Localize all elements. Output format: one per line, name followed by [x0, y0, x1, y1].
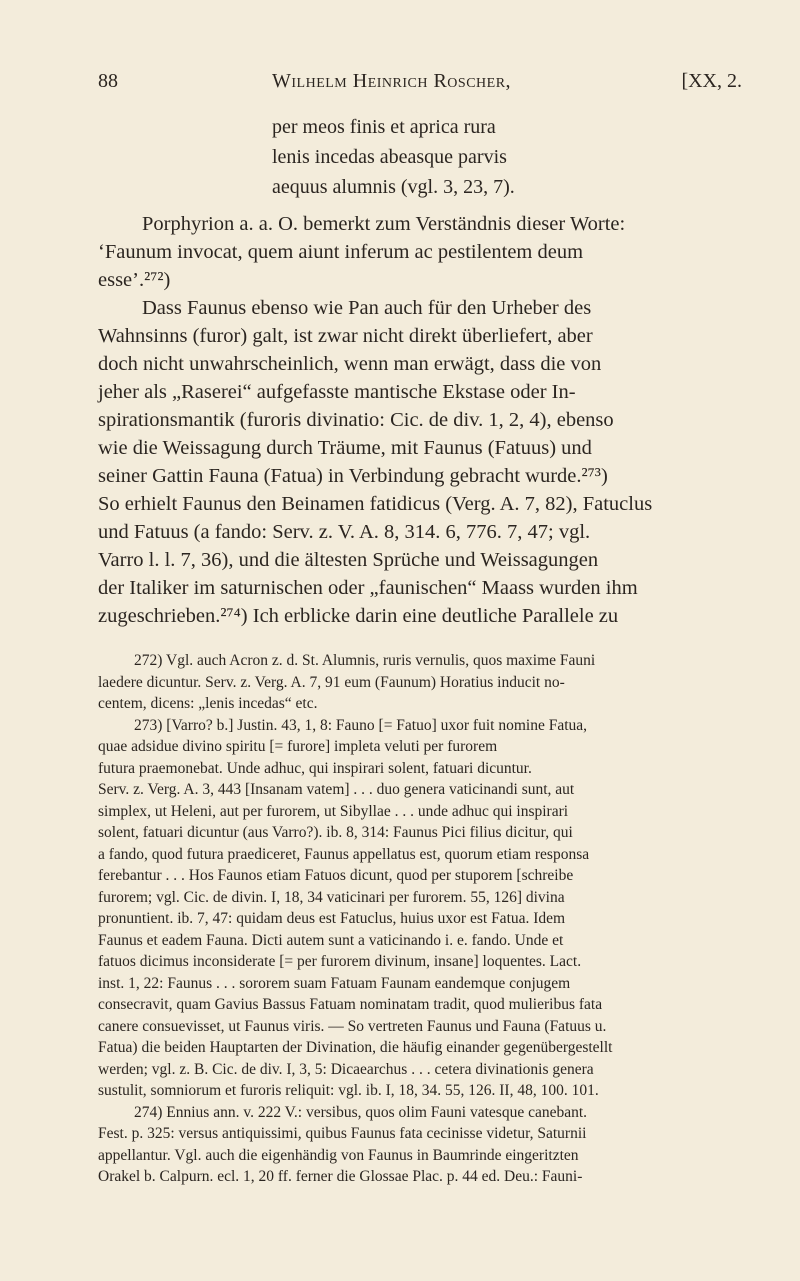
- footnote-line: laedere dicuntur. Serv. z. Verg. A. 7, 91 eum (Faunum) Horatius inducit no-: [98, 673, 565, 691]
- footnote-line: 274) Ennius ann. v. 222 V.: versibus, quos olim Fauni vatesque canebant.: [134, 1103, 588, 1121]
- footnote-line: Orakel b. Calpurn. ecl. 1, 20 ff. ferner die Glossae Plac. p. 44 ed. Deu.: Fauni-: [98, 1168, 583, 1185]
- verse-quotation: [272, 112, 515, 202]
- footnote-line: simplex, ut Heleni, aut per furorem, ut Sibyllae . . . unde adhuc qui inspirari: [98, 802, 569, 820]
- text-line: doch nicht unwahrscheinlich, wenn man erwägt, dass die von: [98, 353, 602, 375]
- footnote-line: fatuos dicimus inconsiderate [= per furorem divinum, insane] loquentes. Lact.: [98, 953, 582, 970]
- text-line: seiner Gattin Fauna (Fatua) in Verbindung gebracht wurde.²⁷³): [98, 465, 608, 487]
- page-header: [98, 70, 742, 100]
- text-line: wie die Weissagung durch Träume, mit Faunus (Fatuus) und: [98, 437, 592, 459]
- footnote-line: futura praemonebat. Unde adhuc, qui inspirari solent, fatuari dicuntur.: [98, 759, 532, 777]
- footnote-line: canere consuevisset, ut Faunus viris. — So vertreten Faunus und Fauna (Fatuus u.: [98, 1017, 607, 1035]
- footnote-line: appellantur. Vgl. auch die eigenhändig von Faunus in Baumrinde eingeritzten: [98, 1146, 579, 1164]
- running-head: Wilhelm Heinrich Roscher,: [272, 70, 512, 92]
- footnote-line: furorem; vgl. Cic. de divin. I, 18, 34 vaticinari per furorem. 55, 126] divina: [98, 888, 565, 906]
- footnote-line: 273) [Varro? b.] Justin. 43, 1, 8: Fauno [= Fatuo] uxor fuit nomine Fatua,: [134, 716, 588, 734]
- verse-line: aequus alumnis (vgl. 3, 23, 7).: [272, 176, 515, 198]
- text-line: ‘Faunum invocat, quem aiunt inferum ac pestilentem deum: [98, 241, 584, 263]
- footnotes: [98, 650, 738, 1188]
- footnote-line: consecravit, quam Gavius Bassus Fatuam nominatam tradit, quod mulieribus fata: [98, 996, 603, 1013]
- footnote-line: sustulit, somniorum et furoris reliquit: vgl. ib. I, 18, 34. 55, 126. II, 48, 100. 101.: [98, 1082, 599, 1099]
- page-number: 88: [98, 70, 118, 92]
- text-line: Wahnsinns (furor) galt, ist zwar nicht direkt überliefert, aber: [98, 325, 593, 347]
- footnote-line: inst. 1, 22: Faunus . . . sororem suam Fatuam Faunam eandemque conjugem: [98, 974, 571, 992]
- text-line: jeher als „Raserei“ aufgefasste mantische Ekstase oder In-: [98, 381, 576, 403]
- text-line: So erhielt Faunus den Beinamen fatidicus (Verg. A. 7, 82), Fatuclus: [98, 493, 653, 515]
- text-line: Porphyrion a. a. O. bemerkt zum Verständnis dieser Worte:: [142, 213, 626, 235]
- footnote-line: solent, fatuari dicuntur (aus Varro?). ib. 8, 314: Faunus Pici filius dicitur, qui: [98, 824, 573, 841]
- footnote-line: ferebantur . . . Hos Faunos etiam Fatuos dicunt, quod per stuporem [schreibe: [98, 867, 574, 884]
- footnote-line: Fest. p. 325: versus antiquissimi, quibus Faunus fata cecinisse videtur, Saturnii: [98, 1125, 587, 1142]
- footnote-line: Serv. z. Verg. A. 3, 443 [Insanam vatem] . . . duo genera vaticinandi sunt, aut: [98, 781, 575, 798]
- verse-line: lenis incedas abeasque parvis: [272, 146, 507, 168]
- footnote-line: Fatua) die beiden Hauptarten der Divination, die häufig einander gegenübergestellt: [98, 1039, 613, 1056]
- footnote-line: quae adsidue divino spiritu [= furore] impleta veluti per furorem: [98, 738, 498, 755]
- text-line: Dass Faunus ebenso wie Pan auch für den Urheber des: [142, 297, 592, 319]
- footnote-line: werden; vgl. z. B. Cic. de div. I, 3, 5: Dicaearchus . . . cetera divinationis genera: [98, 1060, 594, 1078]
- footnote-line: pronuntient. ib. 7, 47: quidam deus est Fatuclus, huius uxor est Fatua. Idem: [98, 910, 566, 927]
- text-line: spirationsmantik (furoris divinatio: Cic. de div. 1, 2, 4), ebenso: [98, 409, 614, 431]
- text-line: zugeschrieben.²⁷⁴) Ich erblicke darin eine deutliche Parallele zu: [98, 605, 619, 627]
- footnote-line: 272) Vgl. auch Acron z. d. St. Alumnis, ruris vernulis, quos maxime Fauni: [134, 652, 596, 669]
- section-reference: [XX, 2.: [681, 70, 742, 92]
- body-text: [98, 210, 738, 630]
- text-line: Varro l. l. 7, 36), und die ältesten Sprüche und Weissagungen: [98, 549, 599, 571]
- verse-line: per meos finis et aprica rura: [272, 116, 496, 138]
- text-line: und Fatuus (a fando: Serv. z. V. A. 8, 314. 6, 776. 7, 47; vgl.: [98, 521, 591, 543]
- text-line: esse’.²⁷²): [98, 269, 171, 291]
- footnote-line: Faunus et eadem Fauna. Dicti autem sunt a vaticinando i. e. fando. Unde et: [98, 931, 564, 949]
- footnote-line: a fando, quod futura praediceret, Faunus appellatus est, quorum etiam responsa: [98, 845, 590, 863]
- text-line: der Italiker im saturnischen oder „faunischen“ Maass wurden ihm: [98, 577, 638, 599]
- footnote-line: centem, dicens: „lenis incedas“ etc.: [98, 695, 318, 712]
